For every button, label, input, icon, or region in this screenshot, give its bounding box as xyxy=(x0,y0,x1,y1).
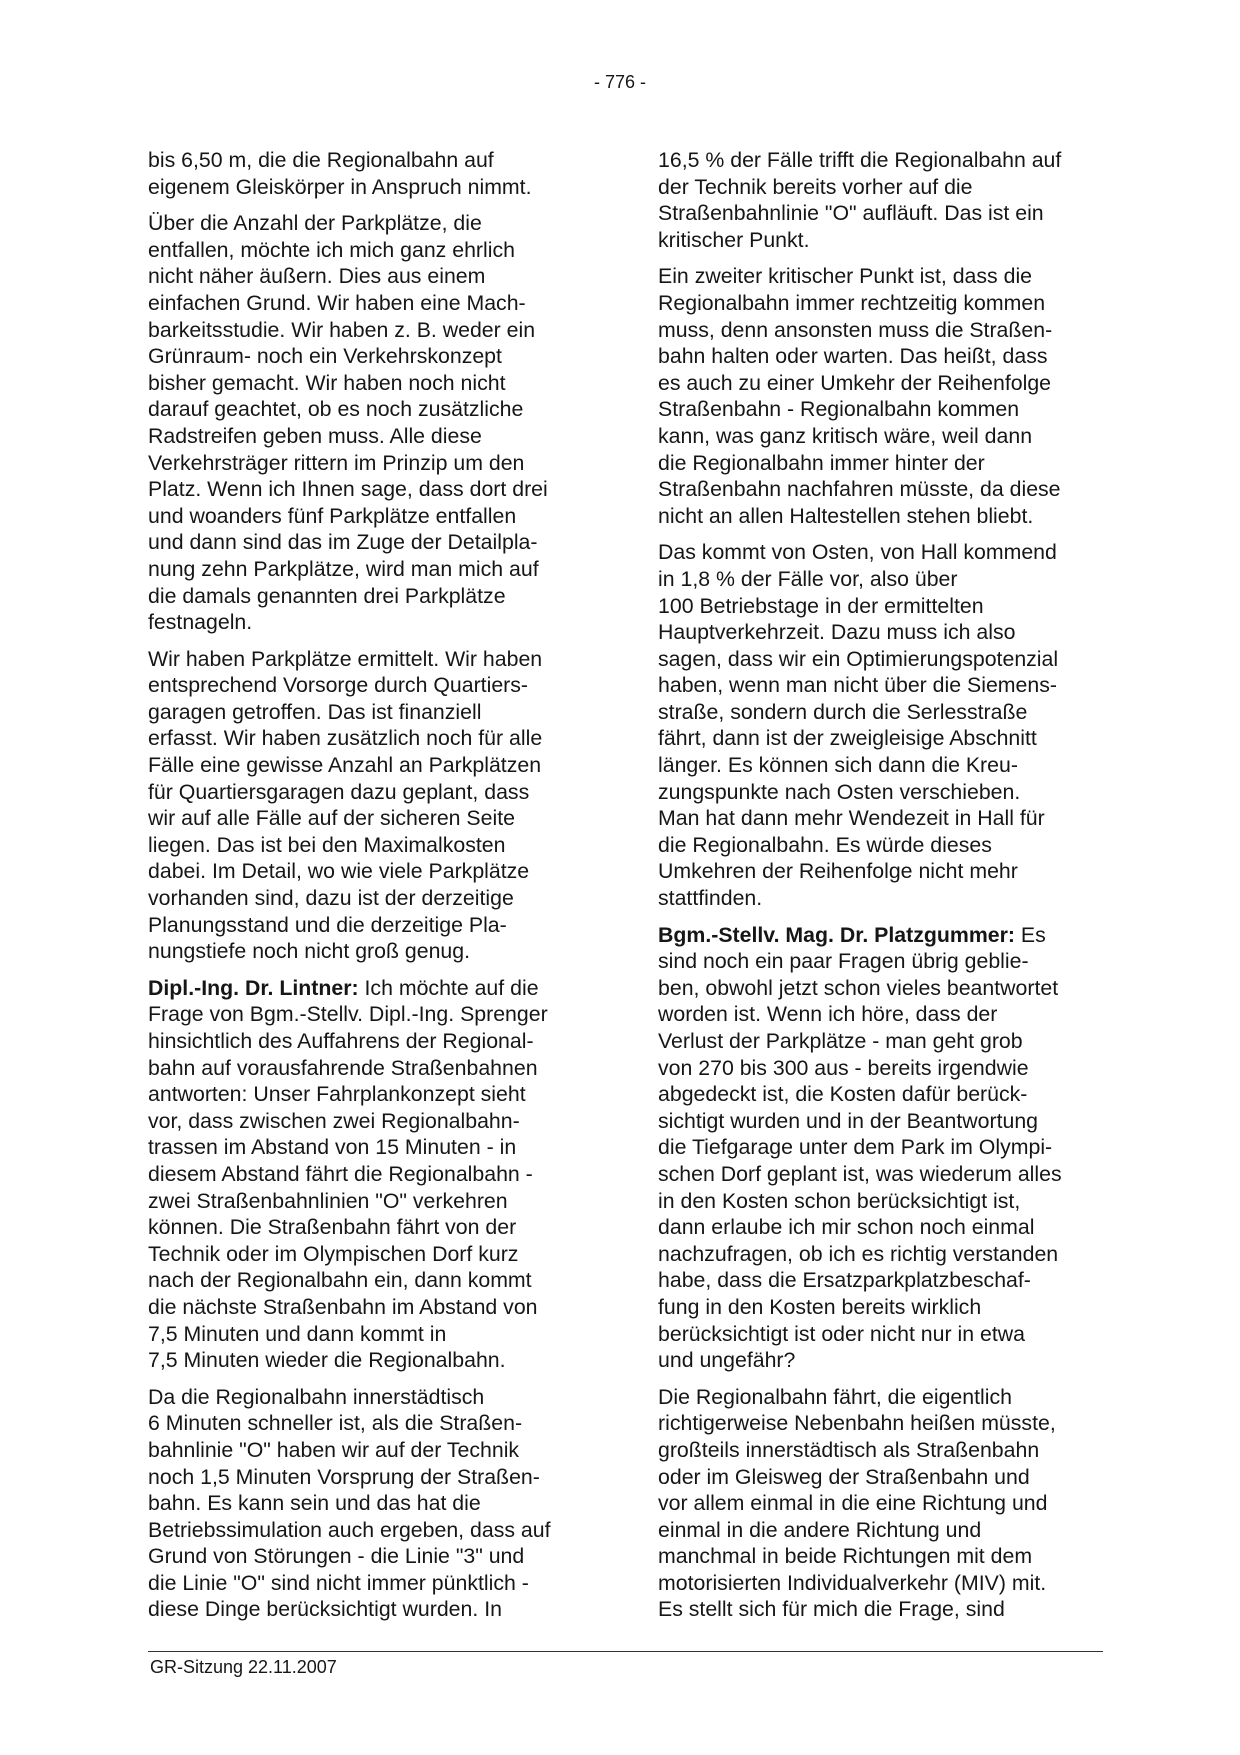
paragraph-text: Ich möchte auf die Frage von Bgm.-Stellv. Dipl.-Ing. Sprenger hinsichtlich des Auffahrens der Regional- bahn auf vorausfahrende Straßenbahnen antworten: Unser Fahrplankonzept sieht vor, dass zwischen zwei Regionalbahn- trassen im Abstand von 15 Minuten - in diesem Abstand fährt die Regionalbahn - zwei Straßenbahnlinien "O" verkehren können. Die Straßenbahn fährt von der Technik oder im Olympischen Dorf kurz nach der Regionalbahn ein, dann kommt die nächste Straßenbahn im Abstand von 7,5 Minuten und dann kommt in 7,5 Minuten wieder die Regionalbahn. xyxy=(148,975,548,1373)
page-number: - 776 - xyxy=(593,72,647,92)
left-column xyxy=(148,147,600,1633)
paragraph-text: Es sind noch ein paar Fragen übrig geblie- ben, obwohl jetzt schon vieles beantwortet worden ist. Wenn ich höre, dass der Verlust der Parkplätze - man geht grob von 270 bis 300 aus - bereits irgendwie abgedeckt ist, die Kosten dafür berück- sichtigt wurden und in der Beantwortung die Tiefgarage unter dem Park im Olympi- schen Dorf geplant ist, was wiederum alles in den Kosten schon berücksichtigt ist, dann erlaube ich mir schon noch einmal nachzufragen, ob ich es richtig verstanden habe, dass die Ersatzparkplatzbeschaf- fung in den Kosten bereits wirklich berücksichtigt ist oder nicht nur in etwa und ungefähr? xyxy=(658,922,1062,1373)
paragraph-text: 16,5 % der Fälle trifft die Regionalbahn auf der Technik bereits vorher auf die Straßenbahnlinie "O" aufläuft. Das ist ein kritischer Punkt. xyxy=(658,148,1062,252)
paragraph xyxy=(658,147,1110,253)
paragraph-text: bis 6,50 m, die die Regionalbahn auf eigenem Gleiskörper in Anspruch nimmt. xyxy=(148,148,532,199)
footer-divider xyxy=(148,1651,1103,1652)
paragraph xyxy=(658,1384,1110,1623)
paragraph xyxy=(148,646,600,965)
paragraph xyxy=(658,263,1110,529)
paragraph-text: Das kommt von Osten, von Hall kommend in 1,8 % der Fälle vor, also über 100 Betriebstage in der ermittelten Hauptverkehrzeit. Dazu muss ich also sagen, dass wir ein Optimierungspotenzial haben, wenn man nicht über die Siemens- straße, sondern durch die Serlesstraße fährt, dann ist der zweigleisige Abschnitt länger. Es können sich dann die Kreu- zungspunkte nach Osten verschieben. Man hat dann mehr Wendezeit in Hall für die Regionalbahn. Es würde dieses Umkehren der Reihenfolge nicht mehr stattfinden. xyxy=(658,540,1059,911)
paragraph xyxy=(148,210,600,636)
paragraph xyxy=(148,1384,600,1623)
speaker-name: Bgm.-Stellv. Mag. Dr. Platzgummer: xyxy=(658,922,1015,947)
paragraph xyxy=(658,539,1110,911)
paragraph xyxy=(658,922,1110,1374)
paragraph-text: Die Regionalbahn fährt, die eigentlich richtigerweise Nebenbahn heißen müsste, großteils innerstädtisch als Straßenbahn oder im Gleisweg der Straßenbahn und vor allem einmal in die eine Richtung und einmal in die andere Richtung und manchmal in beide Richtungen mit dem motorisierten Individualverkehr (MIV) mit. Es stellt sich für mich die Frage, sind xyxy=(658,1384,1056,1622)
paragraph-text: Da die Regionalbahn innerstädtisch 6 Minuten schneller ist, als die Straßen- bahnlinie "O" haben wir auf der Technik noch 1,5 Minuten Vorsprung der Straßen- bahn. Es kann sein und das hat die Betriebssimulation auch ergeben, dass auf Grund von Störungen - die Linie "3" und die Linie "O" sind nicht immer pünktlich - diese Dinge berücksichtigt wurden. In xyxy=(148,1384,551,1622)
paragraph-text: Ein zweiter kritischer Punkt ist, dass die Regionalbahn immer rechtzeitig kommen muss, denn ansonsten muss die Straßen- bahn halten oder warten. Das heißt, dass es auch zu einer Umkehr der Reihenfolge Straßenbahn - Regionalbahn kommen kann, was ganz kritisch wäre, weil dann die Regionalbahn immer hinter der Straßenbahn nachfahren müsste, da diese nicht an allen Haltestellen stehen bliebt. xyxy=(658,264,1061,528)
paragraph xyxy=(148,147,600,200)
paragraph xyxy=(148,975,600,1374)
right-column xyxy=(658,147,1110,1633)
speaker-name: Dipl.-Ing. Dr. Lintner: xyxy=(148,975,359,1000)
paragraph-text: Über die Anzahl der Parkplätze, die entfallen, möchte ich mich ganz ehrlich nicht näher äußern. Dies aus einem einfachen Grund. Wir haben eine Mach- barkeitsstudie. Wir haben z. B. weder ein Grünraum- noch ein Verkehrskonzept bisher gemacht. Wir haben noch nicht darauf geachtet, ob es noch zusätzliche Radstreifen geben muss. Alle diese Verkehrsträger rittern im Prinzip um den Platz. Wenn ich Ihnen sage, dass dort drei und woanders fünf Parkplätze entfallen und dann sind das im Zuge der Detailpla- nung zehn Parkplätze, wird man mich auf die damals genannten drei Parkplätze festnageln. xyxy=(148,211,548,635)
paragraph-text: Wir haben Parkplätze ermittelt. Wir haben entsprechend Vorsorge durch Quartiers- garagen getroffen. Das ist finanziell erfasst. Wir haben zusätzlich noch für alle Fälle eine gewisse Anzahl an Parkplätzen für Quartiersgaragen dazu geplant, dass wir auf alle Fälle auf der sicheren Seite liegen. Das ist bei den Maximalkosten dabei. Im Detail, wo wie viele Parkplätze vorhanden sind, dazu ist der derzeitige Planungsstand und die derzeitige Pla- nungstiefe noch nicht groß genug. xyxy=(148,646,543,964)
footer-text: GR-Sitzung 22.11.2007 xyxy=(150,1657,337,1677)
